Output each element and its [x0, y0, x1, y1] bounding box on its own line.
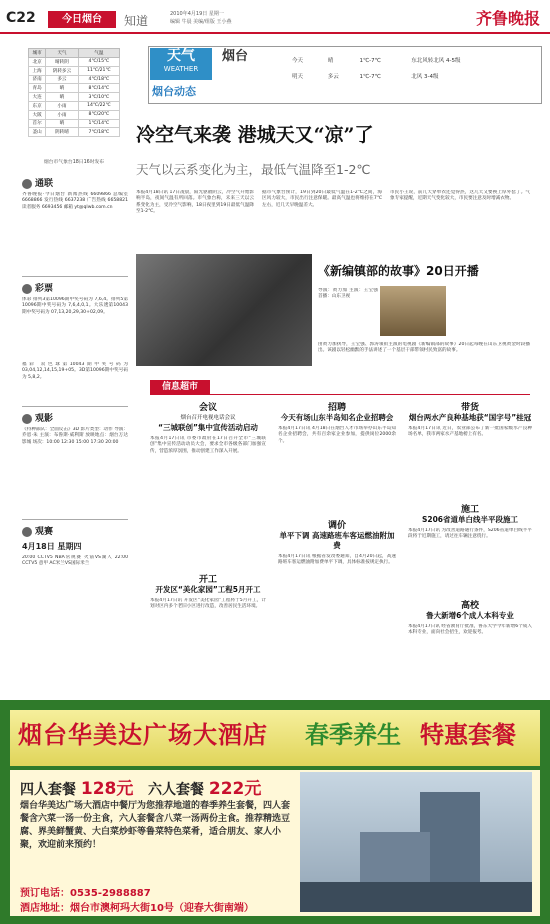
contact-icon: [22, 179, 32, 189]
article-aquaculture: [408, 400, 532, 498]
weather-temp: 1℃-7℃: [359, 74, 381, 80]
sports-section-title: 观赛: [22, 524, 128, 537]
article-title: 开发区“美化家园”工程5月开工: [155, 585, 261, 594]
main-subheadline: 天气以云系变化为主，最低气温降至1-2℃: [136, 162, 371, 177]
article-tag: 调价: [327, 521, 346, 531]
ad-spring-text: 春季养生: [305, 720, 401, 749]
weather-table-row: [29, 119, 120, 128]
left-column: [22, 176, 128, 615]
weather-table-cell: 小雨: [46, 110, 79, 119]
welfare-lottery-text: 福彩 双色球第10043期中奖号码为 03,04,12,14,15,19+05。3D第10096期中奖号码为 5,8,2。: [22, 362, 128, 380]
article-text: 本报4月17日讯 为改善道路通行条件，S206省道单白线半平段将于近期施工，请过往车辆注意绕行。: [408, 528, 532, 540]
weather-table-cell: 东京: [29, 101, 46, 110]
ad-prices: [20, 774, 261, 799]
article-title: 鲁大新增6个成人本科专业: [426, 611, 514, 620]
ad-hotel-name: 烟台华美达广场大酒店: [18, 720, 268, 749]
headline-para-2: 据市气象台预计，19日到20日最低气温在1-2℃之间，海区风力较大，市民出行注意保暖。最高气温也将维持在7℃左右，近几天早晚温差大。: [262, 190, 382, 208]
edition-badge: 今日烟台: [48, 11, 116, 28]
weather-table-cell: 首尔: [29, 119, 46, 128]
article-tag: 招聘: [327, 403, 346, 413]
weather-table-cell: 4℃/15℃: [78, 58, 119, 67]
weather-table-cell: 1℃/14℃: [78, 119, 119, 128]
article-title: “三城联创”集中宣传活动启动: [158, 423, 258, 432]
weather-table-cell: 多云: [46, 75, 79, 84]
divider: [22, 519, 128, 520]
ad-special-text: 特惠套餐: [420, 720, 516, 749]
lottery-icon: [22, 284, 32, 294]
divider: [22, 406, 128, 407]
weather-table-cell: 8℃/20℃: [78, 110, 119, 119]
weather-table-cell: 14℃/22℃: [78, 101, 119, 110]
article-text: 本报4月17日讯 根据省发改委通知，自4月20日起，高速路班车客运燃油附加费单平下调，具体标准按规定执行。: [278, 554, 396, 566]
weather-table-cell: 3℃/10℃: [78, 93, 119, 102]
article-title: S206省道单白线半平段施工: [421, 515, 519, 524]
weather-table-row: [29, 93, 120, 102]
weather-table-cell: 阴转晴: [46, 128, 79, 137]
weather-table-cell: 上海: [29, 66, 46, 75]
serial-title: 《新编镇部的故事》20日开播: [318, 264, 479, 278]
article-price: [278, 518, 396, 664]
ad-phone: 预订电话：0535-2988887: [20, 888, 151, 899]
weather-table-column-header: 城市: [29, 49, 46, 58]
weather-table-column-header: 天气: [46, 49, 79, 58]
headline-para-1: 本报4月18日讯 17日凌晨，阳光驱散阴云，冷空气开始影响半岛，夜间气温有所回落。市气象台称，未来三天以云系变化为主，受冷空气影响，18日夜里到19日最低气温降至1-2℃。: [136, 190, 254, 215]
weather-table-cell: 济南: [29, 75, 46, 84]
article-text: 本报4月17日讯 经省教育厅批准，鲁东大学今年新增6个成人本科专业，面向社会招生，欢迎报考。: [408, 624, 532, 636]
news-photo: [136, 254, 312, 366]
ad-hotel-photo: [300, 772, 532, 912]
info-rule: [150, 394, 530, 395]
article-title: 单平下调 高速路班车客运燃油附加费: [279, 531, 395, 550]
weather-table-cell: 晴转阴: [46, 58, 79, 67]
main-headline: 冷空气来袭 港城天又“凉”了: [136, 124, 374, 146]
weather-table-row: [29, 110, 120, 119]
weather-city: 烟台: [222, 49, 249, 64]
movie-text: 《特种部队：全面反击》3D 影片类型：动作 导演：乔恩·朱 主演：布鲁斯·威利斯 放映地点：烟台万达影城 场次：10:00 12:30 15:00 17:30 20:00: [22, 427, 128, 445]
article-road: [408, 502, 532, 600]
article-tag: 带货: [460, 403, 479, 413]
weather-wind: 北风 3-4级: [411, 74, 439, 80]
weather-row-tomorrow: [292, 72, 438, 80]
ad-price-four-label: 四人套餐: [20, 782, 76, 798]
weather-table-cell: 大连: [29, 93, 46, 102]
weather-day: 今天: [292, 58, 304, 64]
ad-price-six: 222元: [208, 779, 262, 799]
weather-table: [28, 48, 120, 137]
article-meeting: [150, 400, 266, 528]
article-university: [408, 598, 532, 696]
lottery-text: 体彩 排列3第10096期中奖号码为 7,6,4。排列5第10096期中奖号码为 7,6,4,0,1。大乐透第10043期中奖号码为 07,13,20,29,30+02,09。: [22, 297, 128, 315]
date-line: 2010年4月19日 星期一: [170, 11, 224, 17]
article-title: 烟台两水产良种基地获“国字号”桂冠: [408, 413, 532, 422]
weather-cond: 多云: [327, 74, 339, 80]
article-tag: 开工: [198, 575, 217, 585]
weather-table-row: [29, 75, 120, 84]
weather-table-header: [29, 49, 120, 58]
weather-note: 烟台市气象台18日16时发布: [43, 160, 105, 165]
movie-section-title: 观影: [22, 411, 128, 424]
weather-table-row: [29, 58, 120, 67]
weather-table-cell: 晴: [46, 84, 79, 93]
divider: [22, 276, 128, 277]
article-text: 本报4月17日讯 4月18日在烟台人才市场举办山东半岛知名企业招聘会，共有百余家企业参加，提供岗位2000余个。: [278, 426, 396, 444]
weather-table-body: [29, 58, 120, 137]
weather-table-cell: 釜山: [29, 128, 46, 137]
contact-section-title: 通联: [22, 176, 128, 189]
article-tag: 高校: [460, 601, 479, 611]
article-text: 本报4月17日讯 市委市政府在17日召开全市“三城联创”集中宣传活动动员大会，要求全市各级各部门加强宣传，营造浓厚氛围，推动创建工作深入开展。: [150, 436, 266, 454]
page-number: C22: [6, 10, 36, 26]
ad-description: 烟台华美达广场大酒店中餐厅为您推荐地道的春季养生套餐，四人套餐含六菜一汤一份主食，六人套餐含八菜一汤两份主食。推荐精选豆腐、界美鲜蟹黄、大白菜炒虾等鲁菜特色菜肴，适合朋友、家人小聚，欢迎前来预约！: [20, 801, 291, 850]
weather-table-row: [29, 66, 120, 75]
weather-table-cell: 7℃/18℃: [78, 128, 119, 137]
article-construction: [150, 572, 266, 686]
serial-poster: [380, 286, 446, 336]
header-rule: [0, 32, 550, 34]
weather-badge-en: WEATHER: [163, 65, 199, 73]
weather-table-row: [29, 101, 120, 110]
section-name: 知道: [124, 14, 149, 28]
weather-table-row: [29, 84, 120, 93]
headline-para-3: 市民小王说，前几天穿单衣还觉得热，这几天又要换上厚外套了。气象专家提醒，近期天气变化较大，市民要注意及时增减衣物。: [390, 190, 530, 202]
paper-logo: 齐鲁晚报: [475, 9, 540, 28]
weather-table-column-header: 气温: [78, 49, 119, 58]
ad-price-four: 128元: [80, 779, 134, 799]
page-header: [0, 0, 550, 38]
header-info: [170, 10, 231, 26]
info-market-banner: 信息超市: [150, 380, 210, 394]
article-tag: 会议: [198, 403, 217, 413]
sports-date: 4月18日 星期四: [22, 542, 82, 551]
weather-row-today: [292, 56, 460, 64]
weather-table-cell: 小雨: [46, 101, 79, 110]
weather-table-cell: 阴转多云: [46, 66, 79, 75]
article-recruit: [278, 400, 396, 518]
weather-wind: 东北风转北风 4-5级: [411, 58, 461, 64]
serial-meta: 导演：黄力加 主演：王宝强 首播：山东卫视: [318, 288, 378, 300]
sports-text: 20:00 CCTV5 NBA常规赛 火箭VS湖人 22:00 CCTV5 意甲 AC米兰VS国际米兰: [22, 555, 128, 567]
weather-table-cell: 4℃/18℃: [78, 75, 119, 84]
weather-table-cell: 青岛: [29, 84, 46, 93]
hotel-building-icon: [300, 772, 532, 912]
article-text: 本报4月17日讯 近日，农业部公布了新一批国家级水产良种场名单，我市两家水产基地榜上有名。: [408, 426, 532, 438]
serial-text: 由黄力加执导，王宝强、郭涛领衔主演的电视剧《新编镇部的故事》20日起每晚在山东卫视黄金时段播出。该剧以轻松幽默的手法讲述了一个基层干部带领村民致富的故事。: [318, 342, 530, 354]
weather-table-cell: 8℃/14℃: [78, 84, 119, 93]
binoculars-icon: [22, 527, 32, 537]
article-title: 今天有场山东半岛知名企业招聘会: [280, 413, 394, 422]
article-text: 本报4月17日讯 开发区“美化家园”工程将于5月开工，计划对区内多个老旧小区进行改造，改善居民生活环境。: [150, 598, 266, 610]
weather-subtitle: 烟台动态: [152, 85, 196, 98]
weather-cond: 晴: [327, 58, 334, 64]
weather-table-cell: 北京: [29, 58, 46, 67]
ad-price-six-label: 六人套餐: [148, 782, 204, 798]
weather-badge: [150, 48, 212, 80]
weather-table-cell: 晴: [46, 93, 79, 102]
weather-day: 明天: [292, 74, 304, 80]
staff-line: 编辑 牛晨 美编/组版 王小燕: [170, 19, 232, 25]
lottery-section-title: 彩票: [22, 281, 128, 294]
weather-table-row: [29, 128, 120, 137]
article-subtitle: 烟台召开电视电话会议: [180, 415, 236, 421]
film-icon: [22, 414, 32, 424]
weather-table-cell: 大阪: [29, 110, 46, 119]
article-tag: 施工: [460, 505, 479, 515]
weather-temp: 1℃-7℃: [359, 58, 381, 64]
contact-text: 齐鲁晚报·今日烟台 新闻热线 6609866 总编室 6668866 发行热线 6637238 广告热线 6658821 读者服务 6693456 邮箱 yt@qlwb.com.cn: [22, 192, 128, 210]
weather-badge-zh: 天气: [167, 48, 195, 64]
weather-table-cell: 晴: [46, 119, 79, 128]
ad-address: 酒店地址：烟台市澳柯玛大街10号（迎春大街南端）: [20, 903, 254, 914]
weather-table-cell: 11℃/21℃: [78, 66, 119, 75]
